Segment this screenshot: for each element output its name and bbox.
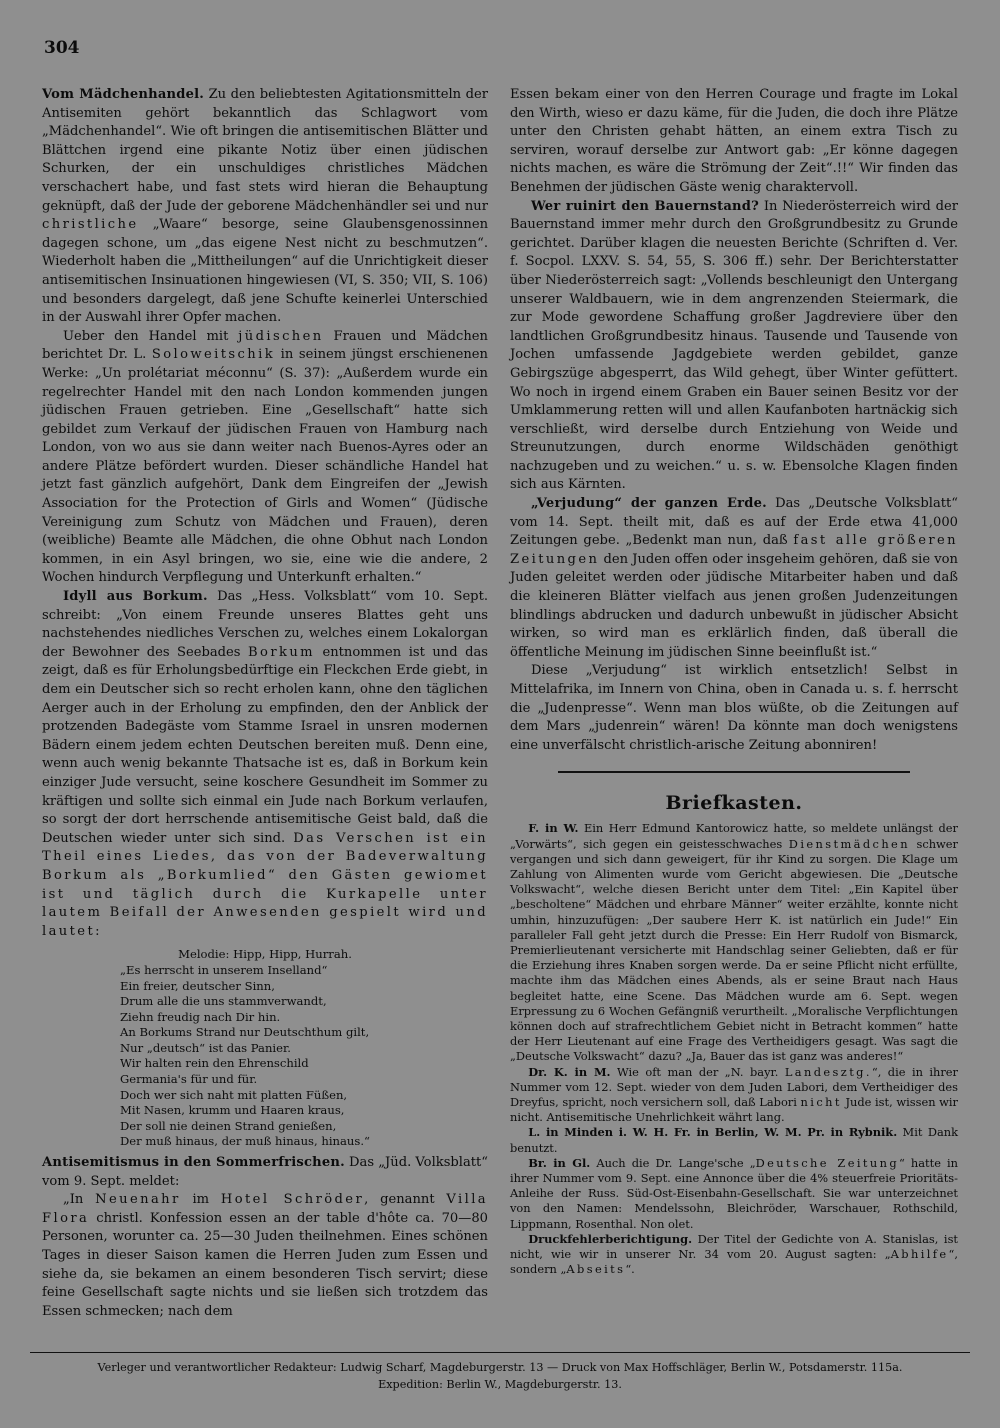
spaced-text: Landesztg.	[784, 1064, 872, 1079]
article-paragraph	[42, 1191, 488, 1321]
spaced-text: Abseits	[566, 1262, 626, 1277]
letter-entry	[510, 1156, 958, 1232]
briefkasten	[510, 821, 958, 1277]
article-text: Ueber den Handel mit	[62, 328, 239, 344]
article-text: im	[180, 1192, 221, 1208]
article-idyll-borkum	[42, 588, 488, 941]
poem-line: Drum alle die uns stammverwandt,	[120, 994, 327, 1009]
letter-entry	[510, 821, 958, 1064]
article-text: Das „Deutsche Volksblatt“ vom 14. Sept. theilt mit, daß es auf der Erde etwa 41,000 Zeitungen gebe. „Bedenkt man nun, daß	[510, 496, 958, 549]
article-heading: Idyll aus Borkum.	[62, 589, 208, 605]
article-heading: Wer ruinirt den Bauernstand?	[530, 198, 760, 214]
letter-text: Mit Dank benutzt.	[510, 1125, 958, 1155]
article-maedchenhandel	[42, 86, 488, 328]
article-paragraph	[42, 328, 488, 588]
letter-address: L. in Minden i. W. H. Fr. in Berlin, W. M. Pr. in Rybnik.	[528, 1125, 898, 1140]
article-text: Das „Jüd. Volksblatt“ vom 9. Sept. meldet:	[42, 1155, 489, 1189]
spaced-text: christliche	[42, 217, 139, 233]
spaced-text: jüdischen	[238, 328, 324, 344]
poem-borkumlied	[42, 947, 488, 1150]
poem-title: Melodie: Hipp, Hipp, Hurrah.	[178, 947, 352, 962]
article-paragraph: Diese „Verjudung“ ist wirklich entsetzlich! Selbst in Mittelafrika, im Innern von China, oben in Canada u. s. f. herrscht die „Judenpresse“. Wenn man blos wüßte, ob die Zeitungen auf dem Mars „judenrein“ wären! Da könnte man doch wenigstens eine unverfälscht christlich-arische Zeitung abonniren!	[510, 663, 958, 753]
briefkasten-title: Briefkasten.	[665, 792, 803, 815]
article-text: Frauen und Mädchen berichtet Dr. L.	[42, 328, 488, 363]
poem-line: Wir halten rein den Ehrenschild	[120, 1056, 309, 1071]
article-text: , genannt	[364, 1192, 447, 1208]
spaced-text: Das Verschen ist ein Theil eines Liedes, das von der Badeverwaltung Borkum als „Borkumlied“ den Gästen gewiomet ist und täglich durch die Kurkapelle unter lautem Beifall der Anwesenden gespielt wird und lautet:	[42, 830, 488, 939]
poem-line: Der soll nie deinen Strand genießen,	[120, 1118, 337, 1133]
spaced-text: nicht	[800, 1095, 842, 1110]
spaced-text: Deutsche Zeitung	[755, 1155, 900, 1170]
right-column	[510, 86, 958, 1277]
poem-line: Germania's für und für.	[120, 1072, 258, 1087]
imprint-footer	[30, 1352, 970, 1393]
letter-address: F. in W.	[528, 821, 579, 836]
poem-lines	[120, 963, 488, 1150]
spaced-text: Dienstmädchen	[788, 836, 910, 851]
article-heading: Vom Mädchenhandel.	[42, 87, 205, 102]
article-text: in seinem jüngst erschienenen Werke: „Un prolétariat méconnu“ (S. 37): „Außerdem wurde ein regelrechter Handel mit den nach London kommenden jungen jüdischen Frauen getrieben. Eine „Gesellschaft“ hatte sich gebildet zum Verkauf der jüdischen Frauen von Hamburg nach London, von wo aus sie dann weiter nach Buenos-Ayres oder an andere Plätze befördert wurden. Dieser schändliche Handel hat jetzt fast gänzlich aufgehört, Dank dem Eingreifen der „Jewish Association for the Protection of Girls and Women“ (Jüdische Vereinigung zum Schutz von Mädchen und Frauen), deren (weibliche) Beamte alle Mädchen, die ohne Obhut nach London kommen, in ein Asyl bringen, wo sie, eine wie die andere, 2 Wochen hindurch Verpflegung und Unterkunft erhalten.“	[42, 347, 488, 586]
page-number: 304	[44, 38, 80, 58]
poem-line: Doch wer sich naht mit platten Füßen,	[120, 1087, 348, 1102]
article-text: Das „Hess. Volksblatt“ vom 10. Sept. schreibt: „Von einem Freunde unseres Blattes geht uns nachstehendes niedliches Verschen zu, welches einem Lokalorgan der Bewohner des Seebades	[42, 589, 488, 660]
section-divider	[558, 771, 910, 773]
article-text: Zu den beliebtesten Agitationsmitteln der Antisemiten gehört bekanntlich das Schlagwort vom „Mädchenhandel“. Wie oft bringen die antisemitischen Blätter und Blättchen irgend eine pikante Notiz über einen jüdischen Schurken, der ein unschuldiges christliches Mädchen verschachert habe, und fast stets wird hieran die Behauptung geknüpft, daß der Jude der geborene Mädchenhändler sei und nur	[42, 87, 488, 214]
article-text: „Waare“ besorge, seine Glaubensgenossinnen dagegen schone, um „das eigene Nest nicht zu beschmutzen“. Wiederholt haben die „Mittheilungen“ auf die Unrichtigkeit dieser antisemitischen Insinuationen hingewiesen (VI, S. 350; VII, S. 106) und besonders dargelegt, daß jene Schufte keinerlei Unterschied in der Auswahl ihrer Opfer machen.	[42, 217, 488, 326]
article-sommerfrischen	[42, 1154, 488, 1191]
article-verjudung	[510, 495, 958, 662]
poem-line: Nur „deutsch“ ist das Panier.	[120, 1040, 291, 1055]
spaced-text: Borkum	[248, 644, 315, 660]
article-text: In Niederösterreich wird der Bauernstand immer mehr durch den Großgrundbesitz zu Grunde gerichtet. Darüber klagen die neuesten Berichte (Schriften d. Ver. f. Socpol. LXXV. S. 54, 55, S. 306 ff.) sehr. Der Berichterstatter über Niederösterreich sagt: „Vollends beschleunigt den Untergang unserer Waldbauern, wie in dem angrenzenden Steiermark, die zur Mode gewordene Schaffung großer Jagdreviere über den landtlichen Großgrundbesitz hinaus. Tausende und Tausende von Jochen umfassende Jagdgebiete werden gebildet, ganze Gebirgszüge abgesperrt, das Wild gehegt, über Winter gefüttert. Wo noch in irgend einem Graben ein Bauer seinen Besitz vor der Umklammerung retten will und allen Kaufanboten hartnäckig sich verschließt, wird derselbe durch Entziehung von Weide und Streunutzungen, durch enorme Wildschäden genöthigt nachzugeben und zu weichen.“ u. s. w. Ebensolche Klagen finden sich aus Kärnten.	[510, 198, 958, 493]
letter-entry	[510, 1065, 958, 1126]
spaced-text: Neuenahr	[95, 1192, 181, 1208]
article-heading: Antisemitismus in den Sommerfrischen.	[42, 1155, 345, 1171]
article-text: christl. Konfession essen an der table d'hôte ca. 70—80 Personen, worunter ca. 25—30 Juden theilnehmen. Eines schönen Tages in dieser Saison kamen die Herren Juden zum Essen und siehe da, sie bekamen an einem besonderen Tisch servirt; diese feine Gesellschaft sagte nichts und sie ließen sich trotzdem das Essen schmecken; nach dem	[42, 1210, 488, 1319]
letter-entry	[510, 1125, 958, 1155]
poem-line: Ziehn freudig nach Dir hin.	[120, 1009, 281, 1024]
letter-address: Druckfehlerberichtigung.	[528, 1231, 693, 1246]
letter-text: “, sondern „	[510, 1247, 958, 1277]
letter-text: “.	[625, 1262, 635, 1277]
letter-text: Auch die Dr. Lange'sche „	[590, 1155, 756, 1170]
letter-text: Ein Herr Edmund Kantorowicz hatte, so meldete unlängst der „Vorwärts“, sich gegen ein geistesschwaches	[510, 821, 958, 851]
poem-line: Der muß hinaus, der muß hinaus, hinaus.“	[120, 1134, 370, 1149]
letter-address: Dr. K. in M.	[528, 1064, 611, 1079]
poem-line: Mit Nasen, krumm und Haaren kraus,	[120, 1103, 345, 1118]
spaced-text: Abhilfe	[890, 1247, 949, 1262]
article-heading: „Verjudung“ der ganzen Erde.	[530, 496, 767, 512]
spaced-text: Villa Flora	[42, 1192, 488, 1226]
poem-line: An Borkums Strand nur Deutschthum gilt,	[120, 1025, 370, 1040]
letter-entry	[510, 1232, 958, 1278]
article-text: „In	[62, 1192, 96, 1208]
left-column	[42, 86, 488, 1321]
imprint-line: Expedition: Berlin W., Magdeburgerstr. 13.	[378, 1378, 622, 1391]
letter-text: Der Titel der Gedichte von A. Stanislas, ist nicht, wie wir in unserer Nr. 34 vom 20. August sagten: „	[510, 1231, 958, 1262]
poem-line: Ein freier, deutscher Sinn,	[120, 978, 275, 993]
article-bauernstand	[510, 198, 958, 496]
poem-line: „Es herrscht in unserem Inselland“	[120, 962, 328, 977]
letter-text: “ hatte in ihrer Nummer vom 9. Sept. eine Annonce über die 4% steuerfreie Prioritäts-Anleihe der Russ. Süd-Ost-Eisenbahn-Gesellschaft. Sie war unterzeichnet von den Namen: Mendelssohn, Bleichröder, Warschauer, Rothschild, Lippmann, Rosenthal. Non olet.	[510, 1155, 958, 1231]
article-continuation: Essen bekam einer von den Herren Courage und fragte im Lokal den Wirth, wieso er dazu käme, für die Juden, die doch ihre Plätze unter den Christen gehabt hätten, an einem extra Tisch zu serviren, worauf derselbe zur Antwort gab: „Er könne dagegen nichts machen, es wäre die Strömung der Zeit“.!!“ Wir finden das Benehmen der jüdischen Gäste wenig charaktervoll.	[510, 87, 958, 195]
letter-address: Br. in Gl.	[528, 1155, 591, 1170]
letter-text: “, die in ihrer Nummer vom 12. Sept. wieder von dem Juden Labori, dem Vertheidiger des Dreyfus, spricht, noch versichern soll, daß Labori	[510, 1064, 958, 1110]
spaced-text: Hotel Schröder	[220, 1192, 365, 1208]
article-text: den Juden offen oder insgeheim gehören, daß sie von Juden geleitet werden oder jüdische Mitarbeiter haben und daß die kleineren Blätter vielfach aus jenen großen Judenzeitungen blindlings abdrucken und dadurch unbewußt in jüdischer Absicht wirken, so wird man es erklärlich finden, daß überall die öffentliche Meinung im jüdischen Sinne beeinflußt ist.“	[510, 551, 958, 660]
letter-text: schwer vergangen und sich dann geweigert, für ihr Kind zu sorgen. Die Klage um Zahlung von Alimenten wurde vom Gericht abgewiesen. Die „Deutsche Volkswacht“, welche diesen Bericht unter dem Titel: „Ein Kapitel über „bescholtene“ Mädchen und ehrbare Männer“ weiter erzählte, konnte nicht umhin, hinzuzufügen: „Der saubere Herr K. ist natürlich ein Jude!“ Ein paralleler Fall geht jetzt durch die Presse: Ein Herr Rudolf von Bismarck, Premierlieutenant versicherte mit Handschlag seiner Geliebten, daß er für die Erziehung ihres Knaben sorgen werde. Da er seine Pflicht nicht erfüllte, machte ihm das Mädchen eines Abends, als er seine Braut nach Haus begleitet hatte, eine Scene. Das Mädchen wurde am 6. Sept. wegen Erpressung zu 6 Wochen Gefängniß verurtheilt. „Moralische Verpflichtungen können doch auf strafrechtlichem Gebiet nicht in Betracht kommen“ hatte der Herr Lieutenant auf eine Frage des Vertheidigers gesagt. Was sagt die „Deutsche Volkswacht“ dazu? „Ja, Bauer das ist ganz was anderes!“	[510, 836, 958, 1064]
article-text: entnommen ist und das zeigt, daß es für Erholungsbedürftige ein Fleckchen Erde giebt, in dem ein Deutscher sich so recht erholen kann, ohne den täglichen Aerger auch in der Erholung zu empfinden, den der Anblick der protzenden Badegäste vom Stamme Israel in unsren modernen Bädern einem jedem echten Deutschen bereiten muß. Denn eine, wenn auch wenig bekannte Thatsache ist es, daß in Borkum kein einziger Jude versucht, seine koschere Gesundheit im Sommer zu kräftigen und sollte sich einmal ein Jude nach Borkum verlaufen, so sorgt der dort herrschende antisemitische Geist bald, daß die Deutschen wieder unter sich sind.	[42, 644, 488, 846]
letter-text: Jude ist, wissen wir nicht. Antisemitische Unehrlichkeit währt lang.	[510, 1095, 959, 1125]
letter-text: Wie oft man der „N. bayr.	[610, 1064, 785, 1079]
imprint-line: Verleger und verantwortlicher Redakteur: Ludwig Scharf, Magdeburgerstr. 13 — Druck von Max Hoffschläger, Berlin W., Potsdamerstr. 115a.	[97, 1361, 903, 1374]
spaced-text: Soloweitschik	[151, 347, 276, 363]
spaced-text: fast alle größeren Zeitungen	[510, 533, 958, 567]
